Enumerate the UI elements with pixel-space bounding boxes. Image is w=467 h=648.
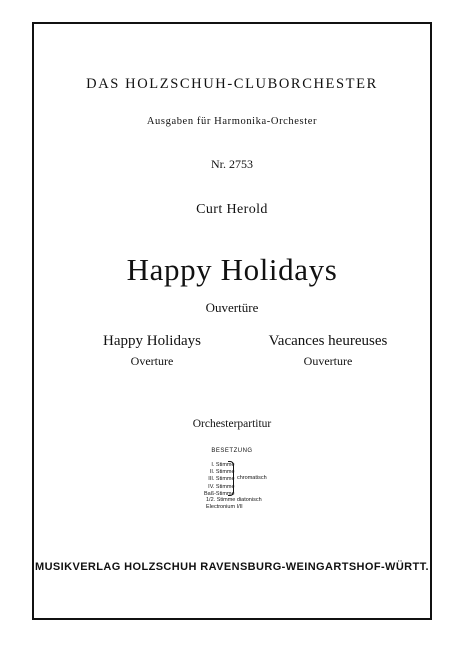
english-title-block: [72, 333, 232, 369]
edition-subtitle: Ausgaben für Harmonika-Orchester: [146, 116, 318, 127]
voice-item: I. Stimme: [211, 462, 235, 468]
french-title-block: [248, 333, 408, 369]
orchestra-name: DAS HOLZSCHUH-CLUBORCHESTER: [86, 76, 378, 92]
french-title: Vacances heureuses: [268, 333, 388, 349]
work-title: Happy Holidays: [126, 252, 338, 287]
other-voice-list: [206, 497, 262, 511]
voice-item: IV. Stimme: [208, 483, 235, 490]
english-form: Overture: [130, 354, 174, 368]
voice-item: Baß-Stimme: [204, 490, 235, 497]
scoring-heading: BESETZUNG: [211, 448, 253, 454]
publisher-imprint: MUSIKVERLAG HOLZSCHUH RAVENSBURG-WEINGARTSHOF-WÜRTT.: [35, 561, 429, 573]
french-form: Ouverture: [303, 354, 353, 368]
english-title: Happy Holidays: [103, 333, 201, 349]
score-type: Orchesterpartitur: [192, 418, 272, 430]
voice-item: 1/2. Stimme diatonisch: [206, 497, 262, 503]
edition-number: Nr. 2753: [211, 157, 253, 171]
chromatic-label: chromatisch: [237, 475, 267, 481]
voice-item: III. Stimme: [208, 476, 235, 483]
voice-item: Electronium I/II: [206, 504, 243, 511]
composer-name: Curt Herold: [196, 202, 268, 217]
work-form: Ouvertüre: [205, 300, 259, 315]
voice-brace: [228, 461, 234, 496]
title-page-frame: [32, 22, 432, 620]
voice-item: II. Stimme: [209, 469, 235, 476]
